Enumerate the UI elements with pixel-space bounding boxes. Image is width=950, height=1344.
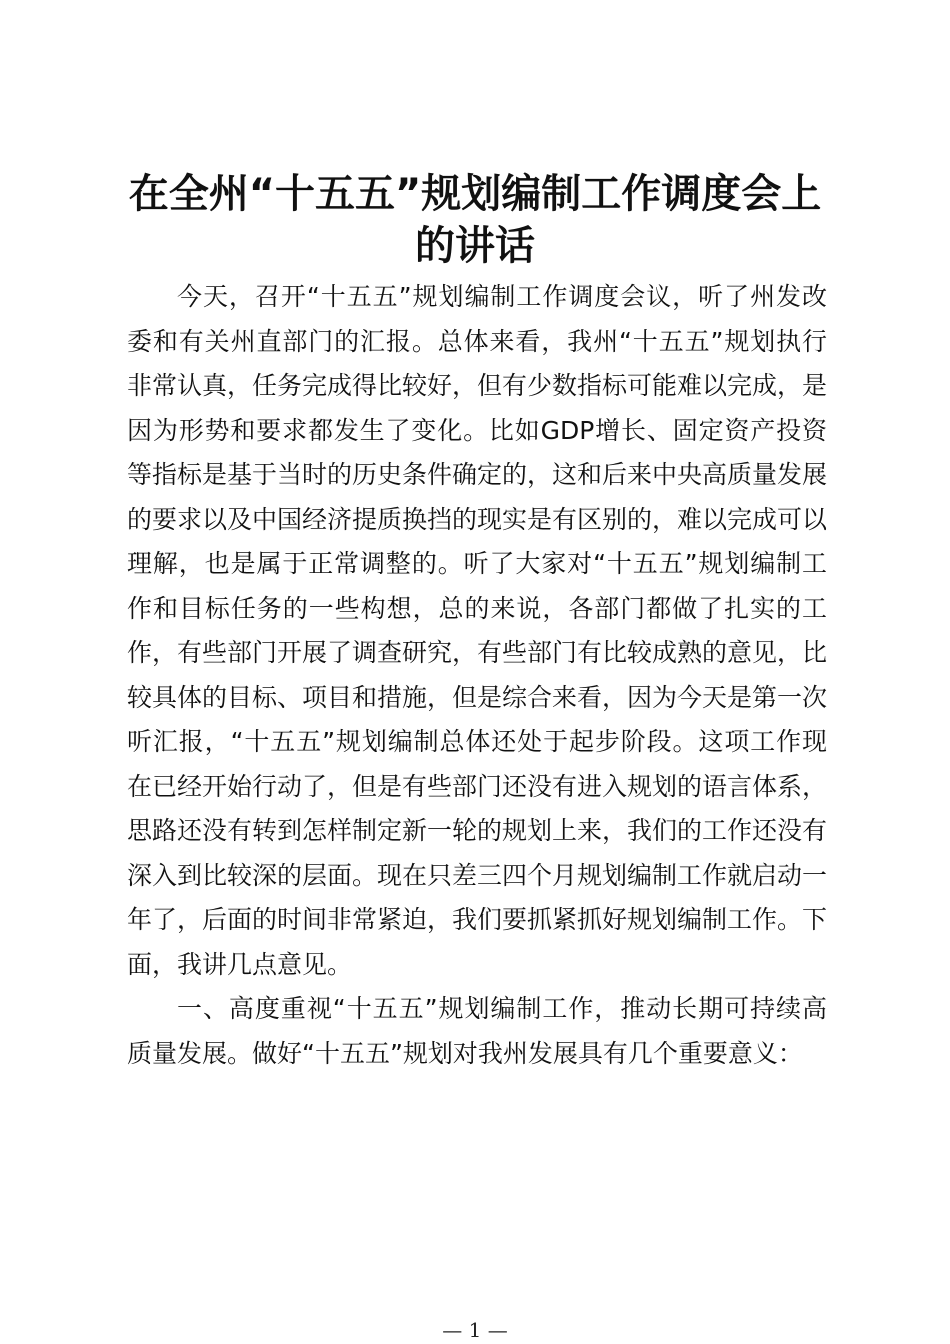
document-body: [127, 275, 827, 1076]
section-one-heading: 一、高度重视“十五五”规划编制工作，推动长期可持续高质量发展。: [127, 994, 827, 1068]
intro-paragraph: 今天，召开“十五五”规划编制工作调度会议，听了州发改委和有关州直部门的汇报。总体来看，我州“十五五”规划执行非常认真，任务完成得比较好，但有少数指标可能难以完成，是因为形势和要求都发生了变化。比如GDP增长、固定资产投资等指标是基于当时的历史条件确定的，这和后来中央高质量发展的要求以及中国经济提质换挡的现实是有区别的，难以完成可以理解，也是属于正常调整的。听了大家对“十五五”规划编制工作和目标任务的一些构想，总的来说，各部门都做了扎实的工作，有些部门开展了调查研究，有些部门有比较成熟的意见，比较具体的目标、项目和措施，但是综合来看，因为今天是第一次听汇报，“十五五”规划编制总体还处于起步阶段。这项工作现在已经开始行动了，但是有些部门还没有进入规划的语言体系，思路还没有转到怎样制定新一轮的规划上来，我们的工作还没有深入到比较深的层面。现在只差三四个月规划编制工作就启动一年了，后面的时间非常紧迫，我们要抓紧抓好规划编制工作。下面，我讲几点意见。: [127, 282, 828, 979]
page-number: — 1 —: [442, 1318, 508, 1342]
section-one-paragraph: [127, 987, 827, 1076]
document-title: 在全州“十五五”规划编制工作调度会上的讲话: [128, 171, 822, 269]
section-one-text: 做好“十五五”规划对我州发展具有几个重要意义：: [252, 1038, 803, 1068]
